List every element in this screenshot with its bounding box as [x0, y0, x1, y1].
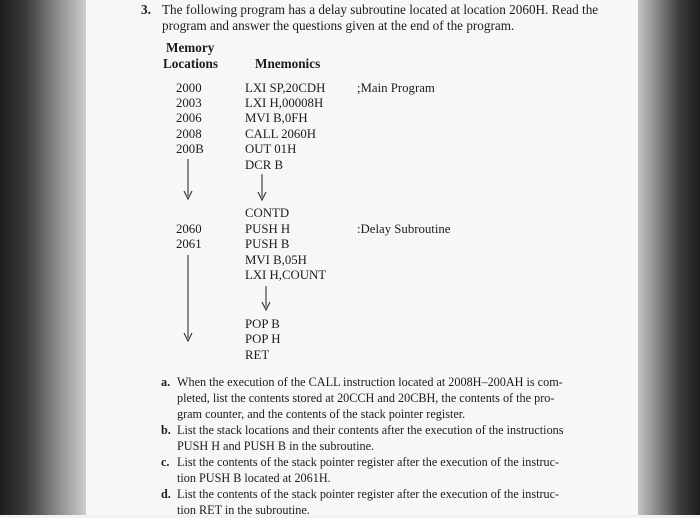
mnemonic-call: CALL 2060H [245, 127, 316, 141]
right-page-shadow [630, 0, 700, 515]
locations-header: Locations [163, 56, 218, 71]
mnemonic-lxi-sp: LXI SP,20CDH [245, 81, 326, 95]
location-2000: 2000 [176, 81, 202, 95]
mnemonic-contd: CONTD [245, 206, 290, 220]
memory-header: Memory [166, 40, 215, 55]
answer-c-text: List the contents of the stack pointer register after the execution of the instruc- tion PUSH B located at 2061H. [177, 455, 560, 486]
mnemonic-push-h: PUSH H [245, 222, 291, 236]
mnemonic-pop-h: POP H [245, 332, 281, 346]
location-arrow-down-icon [181, 158, 195, 204]
main-program-comment: ;Main Program [357, 81, 435, 95]
mnemonic-pop-b: POP B [245, 317, 280, 331]
location-200b: 200B [176, 142, 204, 156]
question-number: 3. [141, 2, 151, 17]
mnemonics-header: Mnemonics [255, 56, 321, 71]
location-2008: 2008 [176, 127, 202, 141]
mnemonic-lxi-h: LXI H,00008H [245, 96, 324, 110]
location-2003: 2003 [176, 96, 202, 110]
mnemonic-mvi-b-0fh: MVI B,0FH [245, 111, 308, 125]
answer-b-label: b. [161, 423, 171, 437]
mnemonic-ret: RET [245, 348, 270, 362]
location-2061: 2061 [176, 237, 202, 251]
answer-d-text: List the contents of the stack pointer register after the execution of the instruc- tion RET in the subroutine. [177, 487, 560, 518]
mnemonic-mvi-b-05h: MVI B,05H [245, 253, 307, 267]
answer-a-text: When the execution of the CALL instruction located at 2008H–200AH is com- pleted, list the contents stored at 20CCH and 20CBH, the contents of the pro- gram counter, and the contents of the stack pointer register. [177, 375, 563, 422]
location-2006: 2006 [176, 111, 202, 125]
question-line-2: program and answer the questions given at the end of the program. [162, 18, 515, 33]
mnemonic-lxi-count: LXI H,COUNT [245, 268, 327, 282]
answer-d-label: d. [161, 487, 171, 501]
subroutine-mnemonic-arrow-down-icon [259, 285, 273, 313]
mnemonic-dcr-b: DCR B [245, 158, 284, 172]
question-line-1: The following program has a delay subroutine located at location 2060H. Read the [162, 2, 599, 17]
answer-b-text: List the stack locations and their contents after the execution of the instructions PUSH H and PUSH B in the subroutine. [177, 423, 564, 454]
answer-a-label: a. [161, 375, 171, 389]
mnemonic-arrow-down-icon [255, 173, 269, 203]
delay-subroutine-comment: :Delay Subroutine [357, 222, 451, 236]
location-2060: 2060 [176, 222, 202, 236]
answer-c-label: c. [161, 455, 170, 469]
subroutine-location-arrow-down-icon [181, 254, 195, 346]
left-page-shadow [0, 0, 92, 515]
mnemonic-push-b: PUSH B [245, 237, 290, 251]
mnemonic-out: OUT 01H [245, 142, 297, 156]
